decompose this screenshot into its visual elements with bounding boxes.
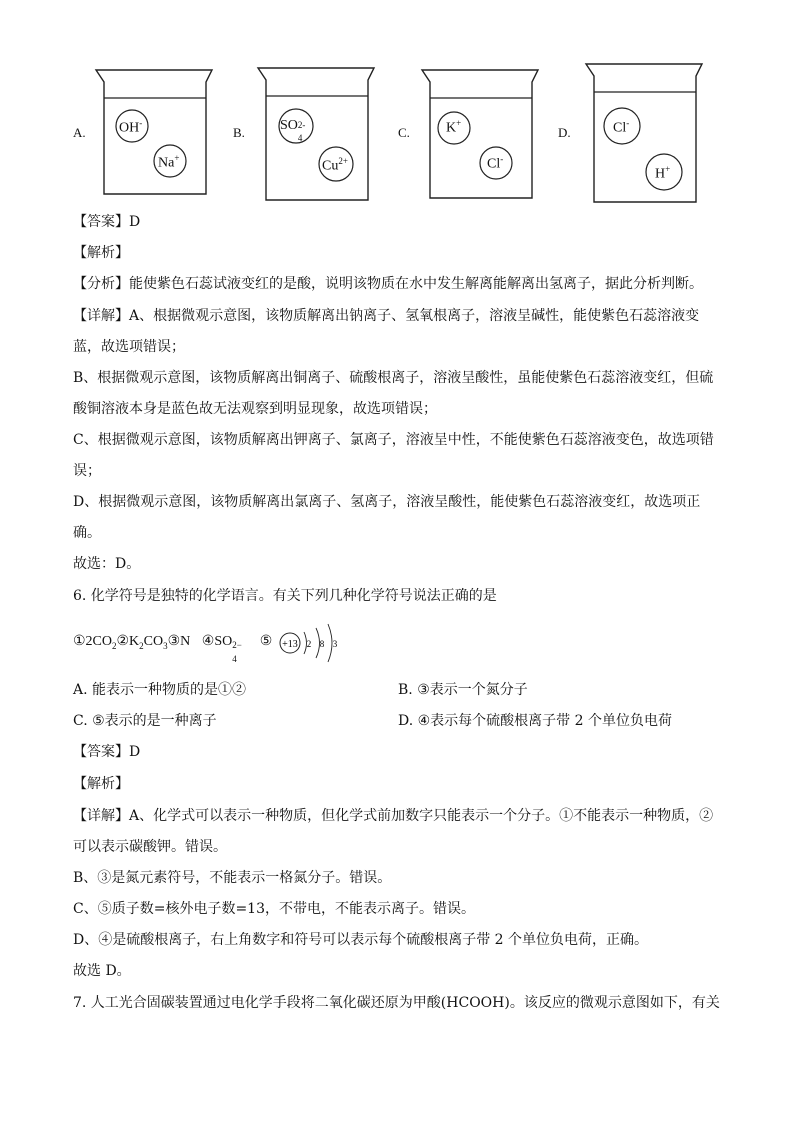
q6-option-c: C. ⑤表示的是一种离子 bbox=[73, 713, 217, 729]
beaker-a-label: A. bbox=[73, 125, 86, 140]
q6-symbols bbox=[73, 632, 273, 664]
ion-so4: SO 2- 4 bbox=[280, 118, 306, 143]
q6-option-d: D. ④表示每个硫酸根离子带 2 个单位负电荷 bbox=[398, 713, 672, 729]
nucleus-charge: +13 bbox=[282, 639, 298, 650]
q5-detail-b-1: B、根据微观示意图，该物质解离出铜离子、硫酸根离子，溶液呈酸性，虽能使紫色石蕊溶液变红，但硫 bbox=[73, 370, 714, 386]
q5-detail-a-1: 【详解】A、根据微观示意图，该物质解离出钠离子、氢氧根离子，溶液呈碱性，能使紫色石蕊溶液变 bbox=[73, 308, 700, 324]
shell-2: 8 bbox=[319, 639, 325, 649]
beaker-b-label: B. bbox=[233, 125, 245, 140]
q6-answer: 【答案】D bbox=[73, 744, 141, 760]
symbol-5: ⑤ bbox=[259, 634, 273, 649]
q6-option-a: A. 能表示一种物质的是①② bbox=[73, 682, 247, 698]
q5-choice: 故选：D。 bbox=[73, 556, 141, 572]
q5-answer: 【答案】D bbox=[73, 214, 141, 230]
beaker-d-label: D. bbox=[558, 125, 571, 140]
ion-oh: OH- bbox=[119, 118, 143, 136]
ion-cl-c: Cl- bbox=[487, 154, 504, 172]
ion-na: Na+ bbox=[158, 153, 180, 171]
ion-cl-d: Cl- bbox=[613, 118, 630, 136]
q6-detail-c: C、⑤质子数=核外电子数=13，不带电，不能表示离子。错误。 bbox=[73, 901, 475, 917]
beaker-b bbox=[252, 66, 382, 202]
symbol-4: ④SO 2− 4 bbox=[201, 634, 242, 664]
ion-cu: $Cu^{2+}$ bbox=[322, 156, 348, 174]
shell-3: 3 bbox=[332, 639, 338, 649]
q6-choice: 故选 D。 bbox=[73, 963, 131, 979]
q6-analysis-heading: 【解析】 bbox=[73, 776, 129, 792]
q7-stem: 7. 人工光合固碳装置通过电化学手段将二氧化碳还原为甲酸(HCOOH)。该反应的微观示意图如下，有关 bbox=[73, 995, 720, 1011]
q5-detail-a-2: 蓝，故选项错误； bbox=[73, 339, 185, 355]
q6-stem: 6. 化学符号是独特的化学语言。有关下列几种化学符号说法正确的是 bbox=[73, 588, 497, 604]
q5-detail-d-2: 确。 bbox=[73, 525, 101, 541]
atom-structure-diagram bbox=[278, 622, 348, 664]
q6-detail-b: B、③是氮元素符号，不能表示一格氮分子。错误。 bbox=[73, 870, 392, 886]
beaker-a bbox=[90, 68, 220, 196]
ion-h: H+ bbox=[655, 164, 671, 182]
symbol-2: $②K_2CO_3$ bbox=[116, 634, 168, 651]
symbol-1: $①2CO_2$ bbox=[73, 634, 117, 651]
q6-detail-d: D、④是硫酸根离子，右上角数字和符号可以表示每个硫酸根离子带 2 个单位负电荷，正确。 bbox=[73, 932, 649, 948]
shell-1: 2 bbox=[306, 639, 312, 649]
q6-option-b: B. ③表示一个氮分子 bbox=[398, 682, 528, 698]
q5-detail-d-1: D、根据微观示意图，该物质解离出氯离子、氢离子，溶液呈酸性，能使紫色石蕊溶液变红，故选项正 bbox=[73, 494, 701, 510]
ion-k: K+ bbox=[446, 118, 462, 136]
beaker-d bbox=[580, 62, 710, 204]
q5-detail-c-1: C、根据微观示意图，该物质解离出钾离子、氯离子，溶液呈中性，不能使紫色石蕊溶液变色，故选项错 bbox=[73, 432, 714, 448]
q6-detail-a-1: 【详解】A、化学式可以表示一种物质，但化学式前加数字只能表示一个分子。①不能表示一种物质，② bbox=[73, 808, 714, 824]
q5-analysis-heading: 【解析】 bbox=[73, 245, 129, 261]
beaker-c bbox=[416, 68, 546, 200]
beaker-c-label: C. bbox=[398, 125, 410, 140]
q5-detail-c-2: 误； bbox=[73, 463, 101, 479]
q6-detail-a-2: 可以表示碳酸钾。错误。 bbox=[73, 839, 227, 855]
q5-fenxi: 【分析】能使紫色石蕊试液变红的是酸，说明该物质在水中发生解离能解离出氢离子，据此分析判断。 bbox=[73, 276, 703, 292]
q5-detail-b-2: 酸铜溶液本身是蓝色故无法观察到明显现象，故选项错误； bbox=[73, 401, 437, 417]
symbol-3: ③N bbox=[167, 634, 191, 649]
